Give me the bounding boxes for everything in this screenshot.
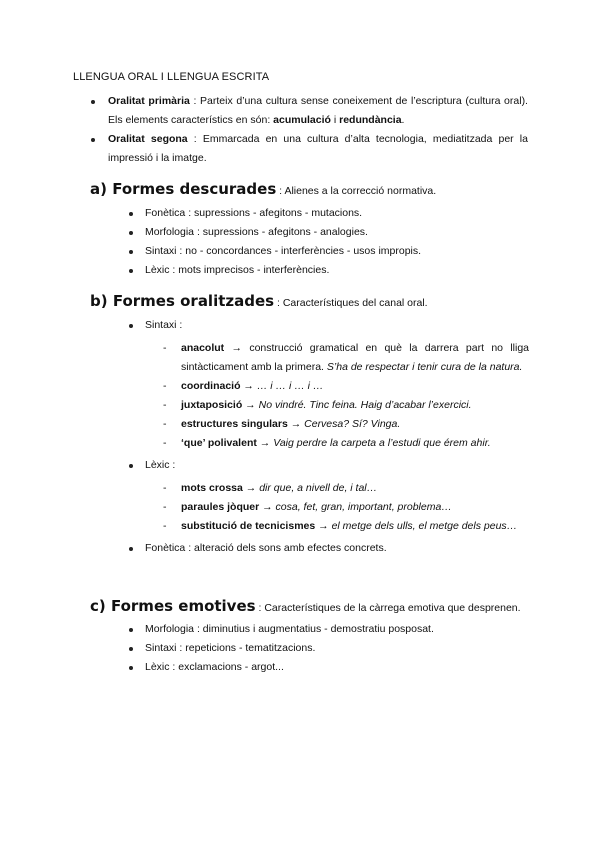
list-item: Sintaxi : - anacolut → construcció gramatical en què la darrera part no lliga sintàcticament amb la primera. S’ha de respectar i tenir cura de la natura. - coordinació → … i … i … i … - juxtaposició → No vindré. Tinc feina. Haig d’acabar l’exercici. - estructures singulars → Cervesa? Sí? Vinga. - ‘que’ polivalent → Vaig perdre la carpeta a l’estudi que érem ahir.: [145, 316, 530, 453]
list-item: Fonètica : alteració dels sons amb efectes concrets.: [145, 539, 530, 558]
list-item: Lèxic : exclamacions - argot...: [145, 658, 530, 677]
list-item: Sintaxi : no - concordances - interferències - usos impropis.: [145, 242, 530, 261]
sublist-item: - coordinació → … i … i … i …: [163, 380, 324, 392]
section-c-heading: c) Formes emotives : Característiques de la càrrega emotiva que desprenen.: [90, 597, 521, 615]
list-item: Sintaxi : repeticions - tematitzacions.: [145, 639, 530, 658]
page-title: LLENGUA ORAL I LLENGUA ESCRITA: [73, 71, 270, 83]
term-oralitat-segona: Oralitat segona: [108, 133, 188, 145]
list-item: Morfologia : diminutius i augmentatius - demostratiu posposat.: [145, 620, 530, 639]
list-item: Fonètica : supressions - afegitons - mutacions.: [145, 204, 530, 223]
lexic-sublist: [163, 479, 529, 536]
section-b-list: [145, 316, 530, 558]
section-a-heading: a) Formes descurades : Alienes a la correcció normativa.: [90, 180, 437, 198]
sublist-item: - juxtaposició → No vindré. Tinc feina. Haig d’acabar l’exercici.: [163, 399, 472, 411]
sintaxi-sublist: [163, 339, 529, 453]
sublist-item: - mots crossa → dir que, a nivell de, i tal…: [163, 482, 378, 494]
section-b-heading: b) Formes oralitzades : Característiques del canal oral.: [90, 292, 428, 310]
term-oralitat-primaria: Oralitat primària: [108, 95, 190, 107]
list-item: Lèxic : mots imprecisos - interferències.: [145, 261, 530, 280]
list-item: Oralitat primària : Parteix d’una cultura sense coneixement de l’escriptura (cultura oral). Els elements característics en són: acumulació i redundància.: [108, 92, 528, 130]
list-item: Morfologia : supressions - afegitons - analogies.: [145, 223, 530, 242]
sublist-item: - ‘que’ polivalent → Vaig perdre la carpeta a l’estudi que érem ahir.: [163, 437, 491, 449]
section-a-list: [145, 204, 530, 280]
sublist-item: - substitució de tecnicismes → el metge dels ulls, el metge dels peus…: [163, 520, 518, 532]
list-item: Lèxic : - mots crossa → dir que, a nivell de, i tal… - paraules jòquer → cosa, fet, gran, important, problema… - substitució de tecnicismes → el metge dels ulls, el metge dels peus…: [145, 456, 530, 536]
list-item: Oralitat segona : Emmarcada en una cultura d’alta tecnologia, mediatitzada per la impressió i la imatge.: [108, 130, 528, 168]
sublist-item: - paraules jòquer → cosa, fet, gran, important, problema…: [163, 501, 452, 513]
sublist-item: - anacolut → construcció gramatical en què la darrera part no lliga sintàcticament amb la primera. S’ha de respectar i tenir cura de la natura.: [163, 342, 529, 373]
section-c-list: [145, 620, 530, 677]
sublist-item: - estructures singulars → Cervesa? Sí? Vinga.: [163, 418, 401, 430]
intro-list: [108, 92, 528, 168]
